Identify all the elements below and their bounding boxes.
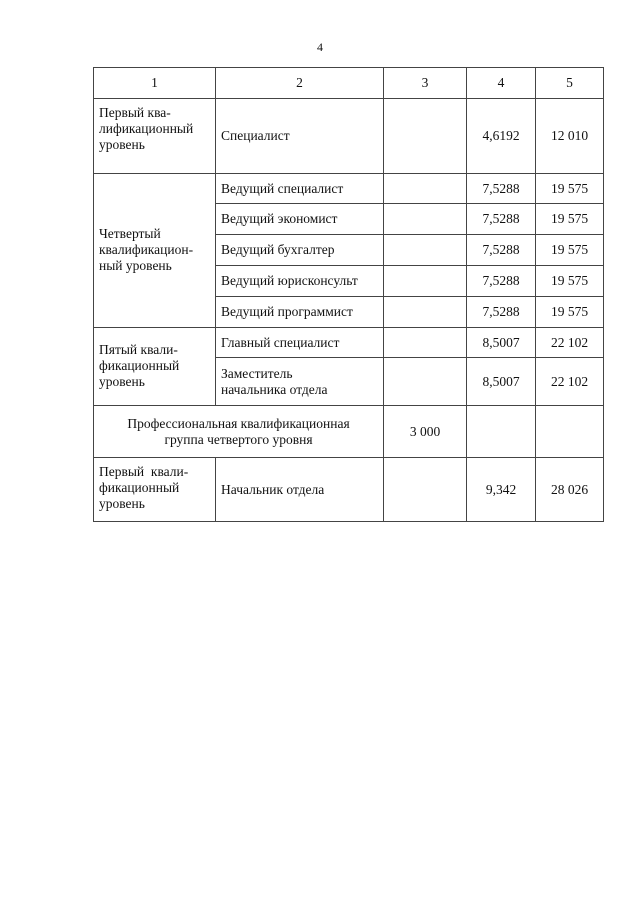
- level-line: лификационный: [99, 121, 194, 136]
- salary-cell: 19 575: [536, 266, 604, 297]
- level-line: уровень: [99, 496, 145, 511]
- coefficient-cell: 7,5288: [467, 235, 536, 266]
- salary-cell: 28 026: [536, 458, 604, 522]
- empty-cell: [384, 99, 467, 174]
- position-cell: Ведущий бухгалтер: [216, 235, 384, 266]
- position-cell: Ведущий программист: [216, 297, 384, 328]
- level-line: Первый квали-: [99, 464, 189, 479]
- salary-cell: 19 575: [536, 235, 604, 266]
- salary-cell: 19 575: [536, 204, 604, 235]
- level-cell: [94, 458, 216, 522]
- base-salary-cell: 3 000: [384, 406, 467, 458]
- empty-cell: [384, 328, 467, 358]
- level-line: уровень: [99, 137, 145, 152]
- empty-cell: [384, 458, 467, 522]
- position-cell: Ведущий юрисконсульт: [216, 266, 384, 297]
- group-title-line: группа четвертого уровня: [164, 431, 313, 447]
- header-cell-1: 1: [94, 68, 216, 99]
- position-cell: Ведущий экономист: [216, 204, 384, 235]
- header-cell-5: 5: [536, 68, 604, 99]
- empty-cell: [536, 406, 604, 458]
- salary-cell: 22 102: [536, 328, 604, 358]
- coefficient-cell: 7,5288: [467, 266, 536, 297]
- coefficient-cell: 9,342: [467, 458, 536, 522]
- coefficient-cell: 4,6192: [467, 99, 536, 174]
- position-line: Заместитель: [221, 365, 293, 381]
- table-row: [94, 99, 604, 174]
- level-cell: [94, 328, 216, 406]
- header-cell-3: 3: [384, 68, 467, 99]
- position-cell: Специалист: [216, 99, 384, 174]
- level-cell: [94, 99, 216, 174]
- position-cell: Главный специалист: [216, 328, 384, 358]
- group-title-line: Профессиональная квалификационная: [127, 415, 350, 431]
- position-cell: Начальник отдела: [216, 458, 384, 522]
- header-cell-2: 2: [216, 68, 384, 99]
- salary-cell: 12 010: [536, 99, 604, 174]
- salary-cell: 22 102: [536, 358, 604, 406]
- level-line: Четвертый: [99, 226, 161, 241]
- level-line: Первый ква-: [99, 105, 171, 120]
- level-line: фикационный: [99, 358, 180, 373]
- coefficient-cell: 7,5288: [467, 297, 536, 328]
- coefficient-cell: 7,5288: [467, 204, 536, 235]
- header-row: [94, 68, 604, 99]
- table-row: [94, 328, 604, 358]
- level-line: уровень: [99, 374, 145, 389]
- coefficient-cell: 8,5007: [467, 328, 536, 358]
- header-cell-4: 4: [467, 68, 536, 99]
- group-title-cell: [94, 406, 384, 458]
- salary-cell: 19 575: [536, 297, 604, 328]
- empty-cell: [384, 235, 467, 266]
- level-line: ный уровень: [99, 258, 172, 273]
- empty-cell: [384, 297, 467, 328]
- empty-cell: [384, 204, 467, 235]
- salary-cell: 19 575: [536, 174, 604, 204]
- position-line: начальника отдела: [221, 381, 328, 397]
- group-row: [94, 406, 604, 458]
- level-line: фикационный: [99, 480, 180, 495]
- level-line: Пятый квали-: [99, 342, 178, 357]
- page-number: 4: [317, 40, 323, 54]
- empty-cell: [384, 174, 467, 204]
- empty-cell: [467, 406, 536, 458]
- level-cell: [94, 174, 216, 328]
- position-cell: [216, 358, 384, 406]
- table-row: [94, 458, 604, 522]
- table-row: [94, 174, 604, 204]
- salary-table: [93, 67, 604, 522]
- level-line: квалификацион-: [99, 242, 194, 257]
- coefficient-cell: 8,5007: [467, 358, 536, 406]
- position-cell: Ведущий специалист: [216, 174, 384, 204]
- empty-cell: [384, 266, 467, 297]
- empty-cell: [384, 358, 467, 406]
- coefficient-cell: 7,5288: [467, 174, 536, 204]
